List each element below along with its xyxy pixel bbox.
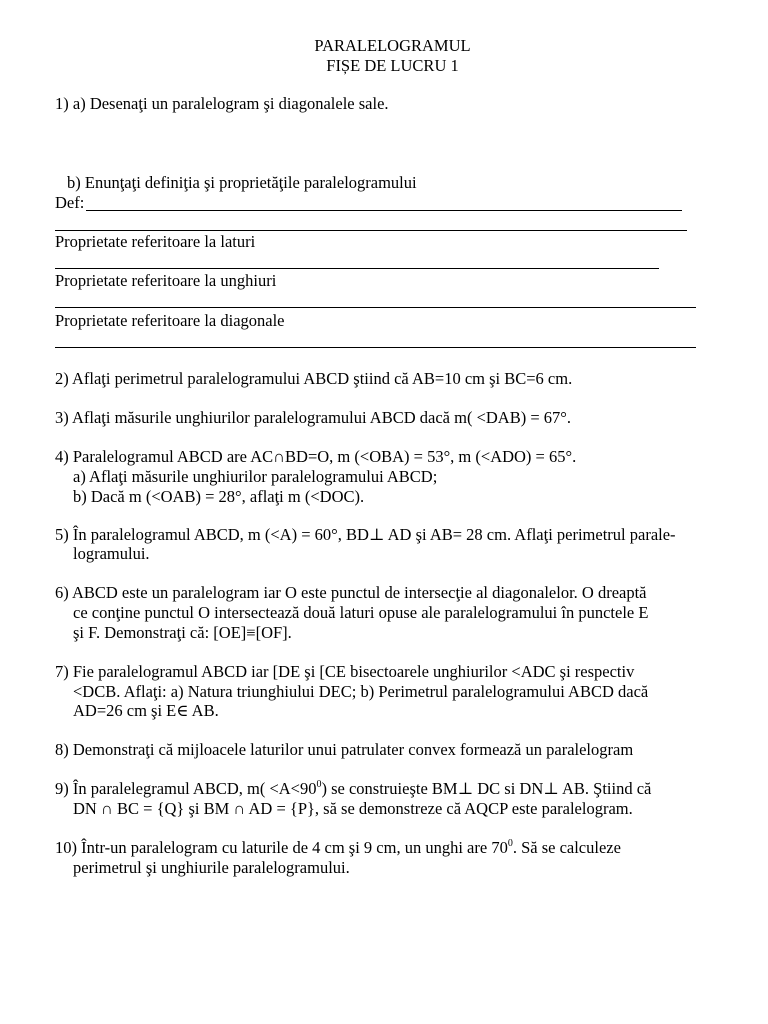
property-angles-answer-line [55, 307, 696, 308]
question-10-line-2: perimetrul şi unghiurile paralelogramului. [73, 858, 350, 877]
question-7-line-3: AD=26 cm şi E∈ AB. [73, 701, 219, 720]
question-7-line-1: 7) Fie paralelogramul ABCD iar [DE şi [CE bisectoarele unghiurilor <ADC şi respectiv [55, 662, 635, 681]
question-2: 2) Aflaţi perimetrul paralelogramului ABCD ştiind că AB=10 cm şi BC=6 cm. [55, 369, 573, 388]
question-9-line-2: DN ∩ BC = {Q} şi BM ∩ AD = {P}, să se demonstreze că AQCP este paralelogram. [73, 799, 633, 818]
question-3: 3) Aflaţi măsurile unghiurilor paralelogramului ABCD dacă m( <DAB) = 67°. [55, 408, 571, 427]
question-4b: b) Dacă m (<OAB) = 28°, aflaţi m (<DOC). [73, 487, 365, 506]
question-10-degree-superscript: 0 [507, 838, 513, 849]
question-9-degree-superscript: 0 [316, 779, 322, 790]
property-diagonals-label: Proprietate referitoare la diagonale [55, 311, 285, 330]
property-diagonals-answer-line [55, 347, 696, 348]
question-10-line-1 [55, 838, 621, 858]
property-sides-label: Proprietate referitoare la laturi [55, 232, 256, 251]
question-6-line-2: ce conţine punctul O intersectează două laturi opuse ale paralelogramului în punctele E [73, 603, 649, 622]
question-10-line-1-start: 10) Într-un paralelogram cu laturile de 4 cm şi 9 cm, un unghi are 70 [55, 838, 508, 857]
property-sides-answer-line [55, 268, 659, 269]
page-subtitle: FIȘE DE LUCRU 1 [326, 56, 459, 75]
question-6-line-3: şi F. Demonstraţi că: [OE]≡[OF]. [73, 623, 292, 642]
question-10-line-1-end: . Să se calculeze [512, 838, 621, 857]
question-8: 8) Demonstraţi că mijloacele laturilor unui patrulater convex formează un paralelogram [55, 740, 634, 759]
question-4a: a) Aflaţi măsurile unghiurilor paralelogramului ABCD; [73, 467, 438, 486]
question-1b: b) Enunţaţi definiţia şi proprietăţile paralelogramului [67, 173, 417, 192]
question-5-line-1: 5) În paralelogramul ABCD, m (<A) = 60°, BD⊥ AD şi AB= 28 cm. Aflaţi perimetrul parale- [55, 525, 676, 544]
definition-label: Def: [55, 193, 85, 212]
question-5-line-2: logramului. [73, 544, 150, 563]
question-4: 4) Paralelogramul ABCD are AC∩BD=O, m (<OBA) = 53°, m (<ADO) = 65°. [55, 447, 577, 466]
property-angles-label: Proprietate referitoare la unghiuri [55, 271, 277, 290]
question-1a: 1) a) Desenaţi un paralelogram şi diagonalele sale. [55, 94, 389, 113]
question-6-line-1: 6) ABCD este un paralelogram iar O este punctul de intersecţie al diagonalelor. O dreaptă [55, 583, 647, 602]
definition-answer-line-1 [86, 210, 682, 211]
page-title: PARALELOGRAMUL [314, 36, 471, 55]
question-9-line-1-end: ) se construieşte BM⊥ DC si DN⊥ AB. Ştiind că [321, 779, 652, 798]
question-7-line-2: <DCB. Aflaţi: a) Natura triunghiului DEC; b) Perimetrul paralelogramului ABCD dacă [73, 682, 649, 701]
definition-answer-line-2 [55, 230, 687, 231]
question-9-line-1-start: 9) În paralelegramul ABCD, m( <A<90 [55, 779, 317, 798]
question-9-line-1 [55, 779, 651, 799]
